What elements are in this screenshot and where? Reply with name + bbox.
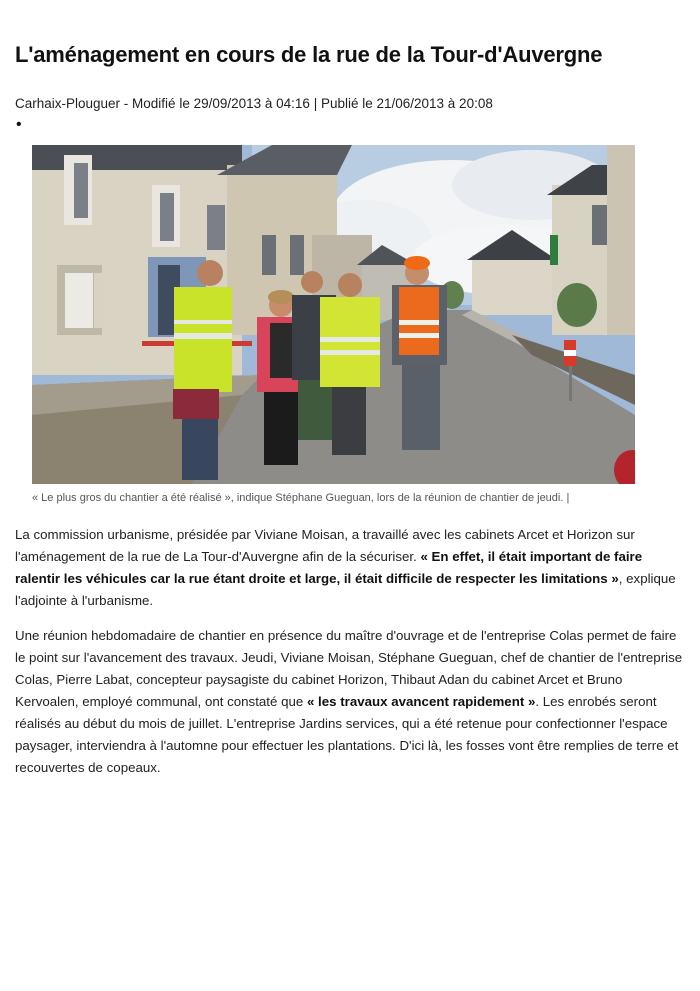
share-bullet: • — [16, 116, 22, 133]
street-scene-illustration — [32, 145, 635, 484]
paragraph-2-text-b: . Les enrobés seront réalisés au début du mois de juillet. L'entreprise Jardins services, qui a été retenue pour confectionner l'espace paysager, interviendra à l'automne pour effectuer les plantations. D'ici là, les fosses vont être remplies de terre et recouvertes de copeaux. — [15, 694, 679, 775]
paragraph-1-quote: « En effet, il était important de faire ralentir les véhicules car la rue étant droite et large, il était difficile de respecter les limitations » — [15, 549, 643, 586]
article-photo — [32, 145, 635, 484]
paragraph-2-text-a: Une réunion hebdomadaire de chantier en présence du maître d'ouvrage et de l'entreprise Colas permet de faire le point sur l'avancement des travaux. Jeudi, Viviane Moisan, Stéphane Gueguan, chef de chantier de l'entreprise Colas, Pierre Labat, concepteur paysagiste du cabinet Horizon, Thibaut Adan du cabinet Arcet et Bruno Kervoalen, employé communal, ont constaté que — [15, 628, 683, 709]
article-paragraph-1 — [15, 524, 685, 612]
photo-caption: « Le plus gros du chantier a été réalisé », indique Stéphane Gueguan, lors de la réunion de chantier de jeudi. | — [32, 492, 570, 504]
paragraph-1-text-a: La commission urbanisme, présidée par Viviane Moisan, a travaillé avec les cabinets Arcet et Horizon sur l'aménagement de la rue de La Tour-d'Auvergne afin de la sécuriser. — [15, 527, 635, 564]
paragraph-2-quote: « les travaux avancent rapidement » — [306, 694, 536, 709]
article-title: L'aménagement en cours de la rue de la Tour-d'Auvergne — [15, 42, 603, 67]
article-meta: Carhaix-Plouguer - Modifié le 29/09/2013 à 04:16 | Publié le 21/06/2013 à 20:08 — [15, 96, 493, 111]
article-paragraph-2 — [15, 625, 685, 779]
paragraph-1-text-b: , explique l'adjointe à l'urbanisme. — [15, 571, 676, 608]
